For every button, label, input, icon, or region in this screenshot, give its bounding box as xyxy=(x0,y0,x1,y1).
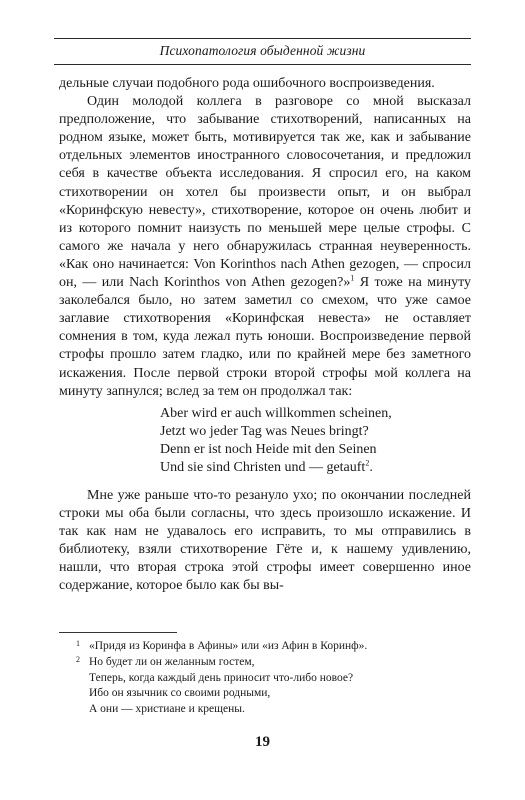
footnote-2 xyxy=(59,655,471,718)
footnote-line: А они — христиане и крещены. xyxy=(89,703,245,716)
footnote-line: «Придя из Коринфа в Афины» или «из Афин в Коринф». xyxy=(89,640,368,652)
footnote-line: Теперь, когда каждый день приносит что-либо новое? xyxy=(89,671,354,684)
footnotes xyxy=(59,632,471,718)
running-header xyxy=(54,38,471,65)
verse-line-last xyxy=(160,459,471,477)
footnote-mark: 1 xyxy=(76,639,80,648)
footnote-ref-1: 1 xyxy=(350,273,355,283)
paragraph-colleague-main: Один молодой коллега в разговоре со мной высказал предположение, что забывание стихотворений, написанных на родном языке, может быть, мотивируется так же, как и забывание отдельных элементов иностранного словосочетания, и предложил себя в качестве объекта исследования. Я спросил его, на каком стихотворении он хотел бы произвести опыт, и он выбрал «Коринфскую невесту», стихотворение, которое он очень любит и из которого помнит наизусть по меньшей мере целые строфы. С самого же начала у него обнаружилась странная неуверенность. «Как оно начинается: Von Korinthos nach Athen gezogen, — спросил он, — или Nach Korinthos von Athen gezogen?» xyxy=(59,94,471,291)
verse-line: Aber wird er auch willkommen scheinen, xyxy=(160,405,392,421)
header-rule-bottom xyxy=(54,64,471,65)
verse-end-punct: . xyxy=(369,459,373,475)
footnote-line: Но будет ли он желанным гостем, xyxy=(89,655,255,668)
paragraph-library: Мне уже раньше что-то резануло ухо; по окончании последней строки мы оба были согласны, что здесь произошло искажение. И так как нам не удавалось его исправить, то мы отправились в библиотеку, взяли стихотворение Гёте и, к нашему удивлению, нашли, что вторая строка этой строфы имеет совершенно иное содержание, которое было как бы вы- xyxy=(59,487,471,594)
footnote-ref-2: 2 xyxy=(365,458,370,468)
paragraph-colleague-rest: Я тоже на минуту заколебался было, но затем заметил со смехом, что уже самое заглавие стихотворения «Коринфская невеста» не оставляет сомнения в том, куда лежал путь юноши. Воспроизведение первой строфы прошло затем гладко, или по крайней мере без заметного искажения. После первой строки второй строфы мой коллега на минуту запнулся; вслед за тем он продолжал так: xyxy=(59,275,471,399)
running-title: Психопатология обыденной жизни xyxy=(159,43,366,58)
verse-line: Denn er ist noch Heide mit den Seinen xyxy=(160,441,377,457)
verse-line-text: Und sie sind Christen und — getauft xyxy=(160,459,366,475)
main-text xyxy=(59,75,471,595)
footnote-1 xyxy=(59,639,471,655)
paragraph-colleague xyxy=(59,93,471,401)
footnote-mark: 2 xyxy=(76,654,80,664)
footnote-line: Ибо он язычник со своими родными, xyxy=(89,687,271,700)
verse-line: Jetzt wo jeder Tag was Neues bringt? xyxy=(160,423,369,439)
paragraph-continued: дельные случаи подобного рода ошибочного воспроизведения. xyxy=(59,76,435,91)
verse-quote xyxy=(160,405,471,477)
footnote-rule xyxy=(59,632,177,633)
page-number: 19 xyxy=(255,734,270,750)
